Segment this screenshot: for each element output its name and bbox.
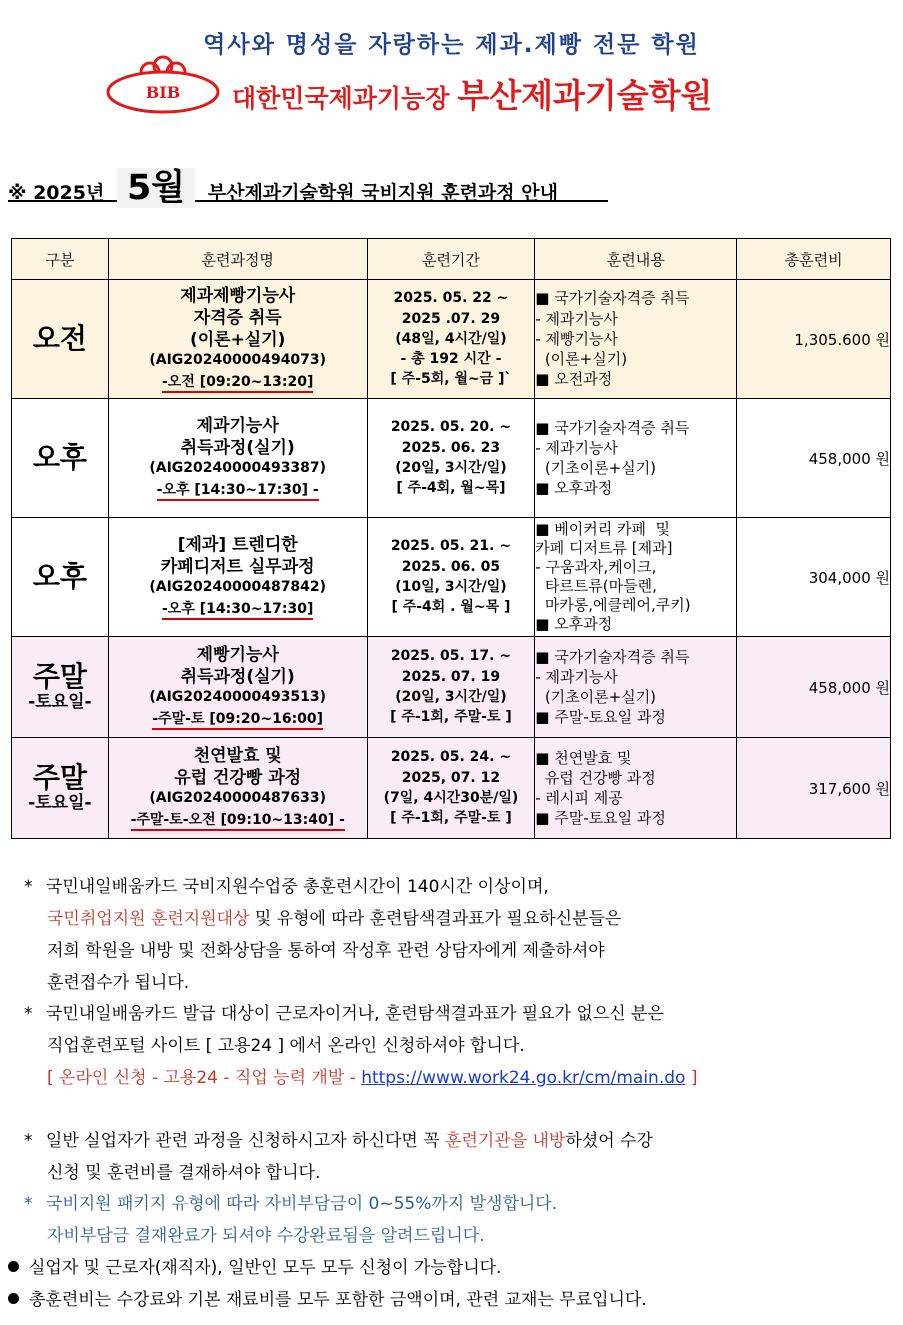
note-text: 직업훈련포털 사이트 [ 고용24 ] 에서 온라인 신청하셔야 합니다. [47,1036,525,1056]
note-highlight: 국민취업지원 훈련지원대상 [47,909,250,929]
asterisk-icon: * [24,1194,33,1214]
bullet-icon [8,1261,19,1272]
fee: 317,600 원 [808,779,890,798]
note-3 [24,1126,653,1158]
note-text: 실업자 및 근로자(재직자), 일반인 모두 모두 신청이 가능합니다. [29,1258,502,1278]
title-month: 5월 [117,168,195,208]
note-2 [24,999,664,1031]
fee: 1,305.600 원 [794,330,890,349]
period-line: [ 주-1회, 주말-토 ] [390,709,512,726]
period-line: (7일, 4시간30분/일) [383,790,519,806]
course-name-line: 취득과정(실기) [180,438,295,459]
category-cell [12,280,109,399]
academy-name: 부산제과기술학원 [457,76,713,115]
content-line: 마카롱,에클레어,쿠키) [535,596,691,615]
course-table [11,238,891,839]
fee-cell [737,280,891,399]
period-line: (10일, 3시간/일) [395,579,507,595]
bullet-2 [8,1285,647,1317]
bullet-icon [8,1293,19,1304]
category: 주말 [32,660,87,694]
note-text: 저희 학원을 내방 및 전화상담을 통하여 작성후 관련 상담자에게 제출하셔야 [47,941,605,961]
note-1 [24,872,549,904]
fee: 458,000 원 [808,449,890,468]
course-code: (AIG20240000487842) [149,579,327,596]
asterisk-icon: * [24,1131,33,1151]
fee-cell [737,637,891,738]
academy-title [232,70,712,117]
title-prefix: ※ 2025년 [8,182,105,204]
course-name-cell [108,738,367,839]
note-text: 및 유형에 따라 훈련탐색결과표가 필요하신분들은 [249,909,622,929]
content-line: - 제과기능사 [535,667,618,686]
period-cell [367,738,535,839]
content-line: ■ 주말-토요일 과정 [535,708,666,727]
fee-cell [737,518,891,637]
period-cell [367,518,535,637]
period-line: [ 주-5회, 월~금 ]` [390,371,512,388]
period-line: (20일, 3시간/일) [395,460,507,476]
period-line: 2025. 05. 20. ~ [390,419,512,436]
period-line: 2025 .07. 29 [401,310,501,327]
category-cell [12,738,109,839]
course-code: (AIG20240000493387) [149,460,327,477]
content-line: (기초이론+실기) [535,688,657,706]
note-text: ] [685,1068,698,1088]
title-suffix: 부산제과기술학원 국비지원 훈련과정 안내 [207,182,558,204]
content-line: - 제과기능사 [535,309,618,328]
fee: 304,000 원 [808,568,890,587]
col-header: 훈련기간 [367,239,535,280]
content-line: - 제빵기능사 [535,329,618,348]
course-time: -오전 [09:20~13:20] [162,373,313,393]
course-name-line: 제과기능사 [196,416,279,437]
note-text: 하셨어 수강 [565,1131,653,1151]
logo-text: BIB [145,83,181,102]
course-code: (AIG20240000493513) [149,689,327,706]
course-time: -주말-토 [09:20~16:00] [152,710,323,730]
period-line: [ 주-4회 . 월~목 ] [391,599,511,616]
period-line: 2025. 06. 23 [401,439,501,456]
period-cell [367,399,535,518]
slogan: 역사와 명성을 자랑하는 제과.제빵 전문 학원 [203,32,700,58]
course-name-line: 카페디저트 실무과정 [160,557,315,578]
course-time: -오후 [14:30~17:30] [162,600,313,620]
course-name-cell [108,637,367,738]
content-line: (기초이론+실기) [535,459,657,477]
content-line: ■ 오후과정 [535,615,613,634]
bullet-1 [8,1253,501,1285]
content-line: ■ 오후과정 [535,479,613,498]
category: 오전 [32,321,87,355]
period-line: 2025. 05. 24. ~ [390,749,512,766]
note-text: 신청 및 훈련비를 결재하셔야 합니다. [47,1163,321,1183]
period-line: (20일, 3시간/일) [395,689,507,705]
note-text: 자비부담금 결재완료가 되셔야 수강완료됨을 알려드립니다. [47,1226,485,1246]
content-cell [535,738,737,839]
content-line: - 제과기능사 [535,438,618,457]
course-name-line: 제빵기능사 [196,645,279,666]
period-line: 2025. 05. 22 ~ [393,290,509,307]
period-line: 2025, 07. 12 [401,769,501,786]
period-line: [ 주-4회, 월~목] [396,480,506,497]
category: 주말 [32,761,87,795]
period-cell [367,280,535,399]
course-name-line: [제과] 트렌디한 [177,535,298,556]
page-title [8,160,608,208]
category-cell [12,518,109,637]
period-line: (48일, 4시간/일) [395,330,507,347]
fee: 458,000 원 [808,678,890,697]
period-line: [ 주-1회, 주말-토 ] [390,810,512,827]
course-name-line: (이론+실기) [189,330,286,351]
table-row [12,637,891,738]
note-text: 일반 실업자가 관련 과정을 신청하시고자 하신다면 꼭 [45,1131,446,1151]
category: 오후 [32,559,87,593]
table-row [12,399,891,518]
period-line: 2025. 07. 19 [401,668,501,685]
asterisk-icon: * [24,1004,33,1024]
category: 오후 [32,440,87,474]
note-text: 국민내일배움카드 국비지원수업중 총훈련시간이 140시간 이상이며, [45,877,549,897]
fee-cell [737,738,891,839]
col-header: 총훈련비 [737,239,891,280]
content-cell [535,399,737,518]
content-line: (이론+실기) [535,350,628,369]
note-text: 총훈련비는 수강료와 기본 재료비를 모두 포함한 금액이며, 관련 교재는 무료입니다. [29,1290,647,1310]
category-cell [12,399,109,518]
content-cell [535,637,737,738]
content-line: - 구움과자,케이크, [535,557,657,576]
content-line: ■ 오전과정 [535,370,613,389]
content-line: ■ 국가기술자격증 취득 [535,289,690,308]
course-code: (AIG20240000487633) [149,790,327,807]
course-name-line: 취득과정(실기) [180,667,295,688]
fee-cell [737,399,891,518]
table-header-row [12,239,891,280]
content-line: ■ 국가기술자격증 취득 [535,647,690,666]
course-time: -주말-토-오전 [09:10~13:40] - [131,811,345,831]
content-line: ■ 천연발효 및 [535,748,632,767]
course-time: -오후 [14:30~17:30] - [157,481,319,501]
period-line: 2025. 06. 05 [401,558,501,575]
period-cell [367,637,535,738]
category-sub: -토요일- [28,692,92,713]
period-line: 2025. 05. 21. ~ [390,538,512,555]
course-name-cell [108,399,367,518]
content-line: - 레시피 제공 [535,789,623,807]
work24-link[interactable]: https://www.work24.go.kr/cm/main.do [361,1068,686,1088]
period-line: - 총 192 시간 - [400,351,502,368]
category-cell [12,637,109,738]
col-header: 구분 [12,239,109,280]
course-name-line: 제과제빵기능사 [180,286,296,307]
note-highlight: 훈련기관을 내방 [445,1131,566,1151]
col-header: 훈련과정명 [108,239,367,280]
asterisk-icon: * [24,877,33,897]
note-4 [24,1189,557,1221]
table-row [12,280,891,399]
content-line: ■ 베이커리 카페 및 [535,519,670,538]
course-code: (AIG20240000494073) [149,352,327,369]
note-text: 국비지원 패키지 유형에 따라 자비부담금이 0~55%까지 발생합니다. [45,1194,558,1214]
course-name-cell [108,280,367,399]
content-cell [535,280,737,399]
bib-logo [104,46,222,120]
note-1-line-2 [47,904,621,936]
period-line: 2025. 05. 17. ~ [390,648,512,665]
table-row [12,738,891,839]
table-row [12,518,891,637]
course-name-line: 유럽 건강빵 과정 [174,768,302,789]
course-name-line: 자격증 취득 [193,308,282,329]
academy-prefix: 대한민국제과기능장 [232,84,450,113]
category-sub: -토요일- [28,793,92,814]
content-line: 카페 디저트류 [제과] [535,538,673,557]
content-line: ■ 주말-토요일 과정 [535,809,666,828]
note-2-online [47,1063,697,1095]
content-line: ■ 국가기술자격증 취득 [535,418,690,437]
course-name-line: 천연발효 및 [193,746,282,767]
note-text: [ 온라인 신청 - 고용24 - 직업 능력 개발 - [47,1068,362,1088]
content-line: 유럽 건강빵 과정 [535,768,656,787]
course-name-cell [108,518,367,637]
content-line: 타르트류(마들렌, [535,577,657,595]
content-cell [535,518,737,637]
col-header: 훈련내용 [535,239,737,280]
note-text: 훈련접수가 됩니다. [47,973,190,993]
note-text: 국민내일배움카드 발급 대상이 근로자이거나, 훈련탐색결과표가 필요가 없으신 분은 [45,1004,664,1024]
